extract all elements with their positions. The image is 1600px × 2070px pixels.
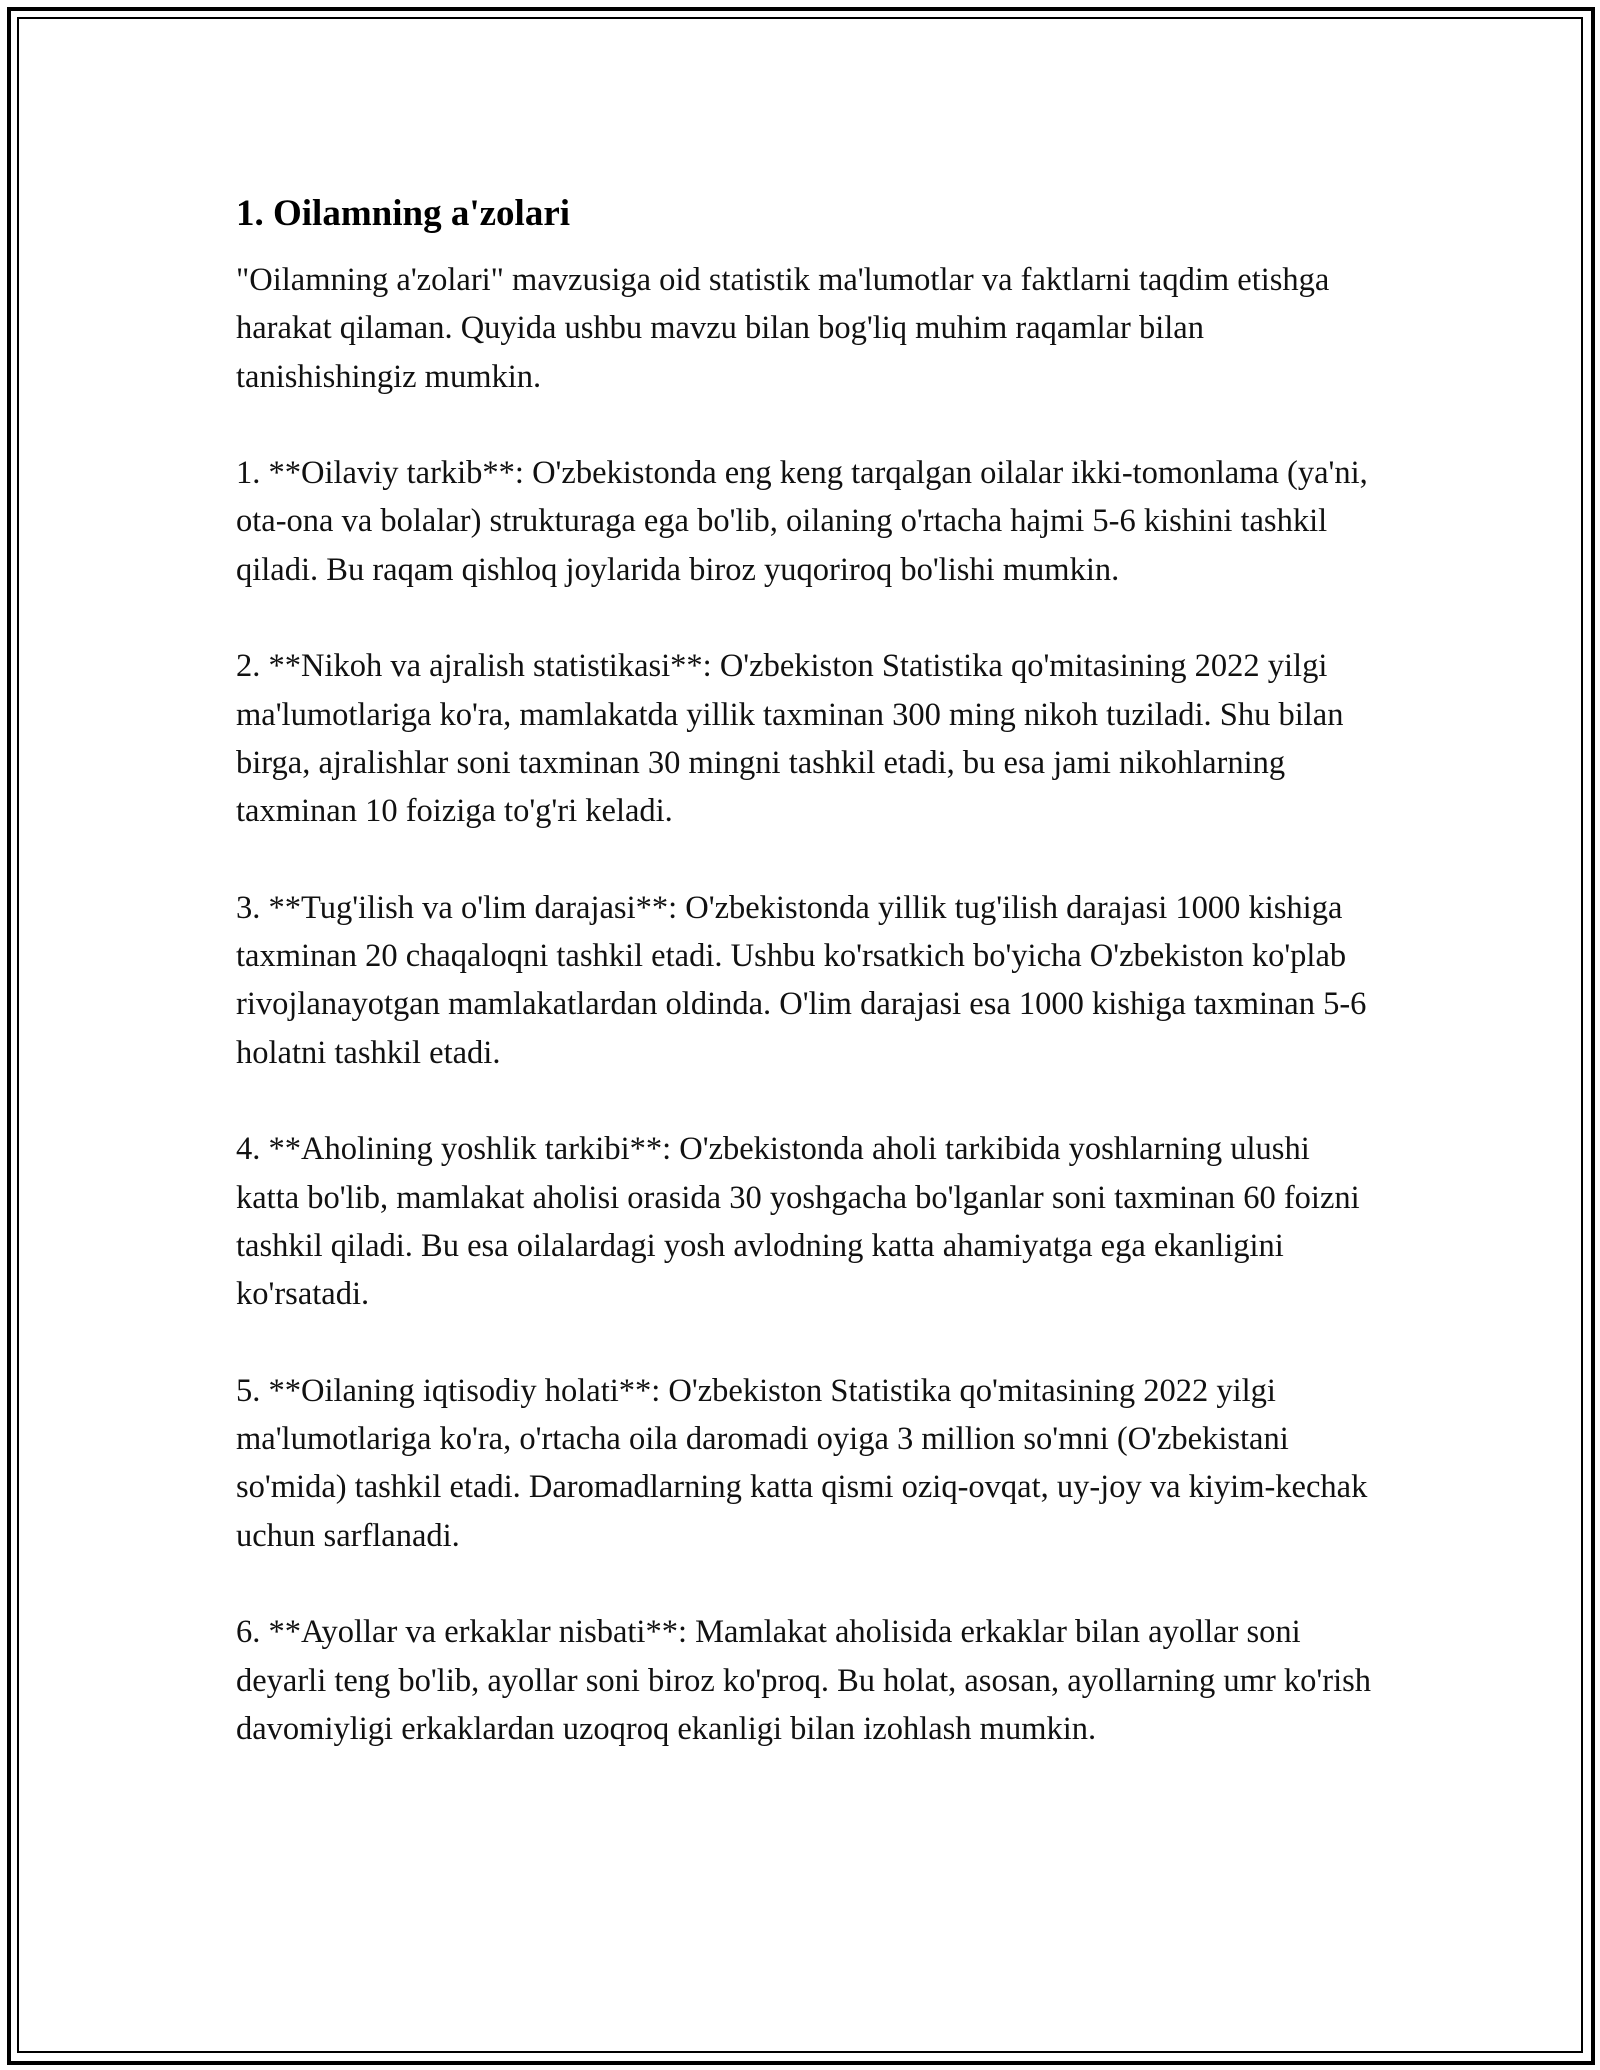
list-item-gender-ratio: 6. **Ayollar va erkaklar nisbati**: Mamlakat aholisida erkaklar bilan ayollar soni deyarli teng bo'lib, ayollar soni biroz ko'proq. Bu holat, asosan, ayollarning umr ko'rish davomiyligi erkaklardan uzoqroq ekanligi bilan izohlash mumkin. xyxy=(236,1614,1371,1747)
document-title: 1. Oilamning a'zolari xyxy=(236,193,571,234)
list-item-birth-death-rate: 3. **Tug'ilish va o'lim darajasi**: O'zbekistonda yillik tug'ilish darajasi 1000 kishiga taxminan 20 chaqaloqni tashkil etadi. Ushbu ko'rsatkich bo'yicha O'zbekiston ko'plab rivojlanayotgan mamlakatlardan oldinda. O'lim darajasi esa 1000 kishiga taxminan 5-6 holatni tashkil etadi. xyxy=(236,889,1367,1071)
list-item-youth-composition: 4. **Aholining yoshlik tarkibi**: O'zbekistonda aholi tarkibida yoshlarning ulushi katta bo'lib, mamlakat aholisi orasida 30 yoshgacha bo'lganlar soni taxminan 60 foizni tashkil qiladi. Bu esa oilalardagi yosh avlodning katta ahamiyatga ega ekanligini ko'rsatadi. xyxy=(236,1131,1360,1313)
document-body xyxy=(236,186,1376,1802)
list-item-economic-status: 5. **Oilaning iqtisodiy holati**: O'zbekiston Statistika qo'mitasining 2022 yilgi ma'lumotlariga ko'ra, o'rtacha oila daromadi oyiga 3 million so'mni (O'zbekistani so'mida) tashkil etadi. Daromadlarning katta qismi oziq-ovqat, uy-joy va kiyim-kechak uchun sarflanadi. xyxy=(236,1372,1368,1554)
intro-paragraph: "Oilamning a'zolari" mavzusiga oid statistik ma'lumotlar va faktlarni taqdim etishga harakat qilaman. Quyida ushbu mavzu bilan bog'liq muhim raqamlar bilan tanishishingiz mumkin. xyxy=(236,262,1330,395)
list-item-marriage-divorce: 2. **Nikoh va ajralish statistikasi**: O'zbekiston Statistika qo'mitasining 2022 yilgi ma'lumotlariga ko'ra, mamlakatda yillik taxminan 300 ming nikoh tuziladi. Shu bilan birga, ajralishlar soni taxminan 30 mingni tashkil etadi, bu esa jami nikohlarning taxminan 10 foiziga to'g'ri keladi. xyxy=(236,648,1344,830)
list-item-family-structure: 1. **Oilaviy tarkib**: O'zbekistonda eng keng tarqalgan oilalar ikki-tomonlama (ya'ni, ota-ona va bolalar) strukturaga ega bo'lib, oilaning o'rtacha hajmi 5-6 kishini tashkil qiladi. Bu raqam qishloq joylarida biroz yuqoriroq bo'lishi mumkin. xyxy=(236,455,1368,588)
